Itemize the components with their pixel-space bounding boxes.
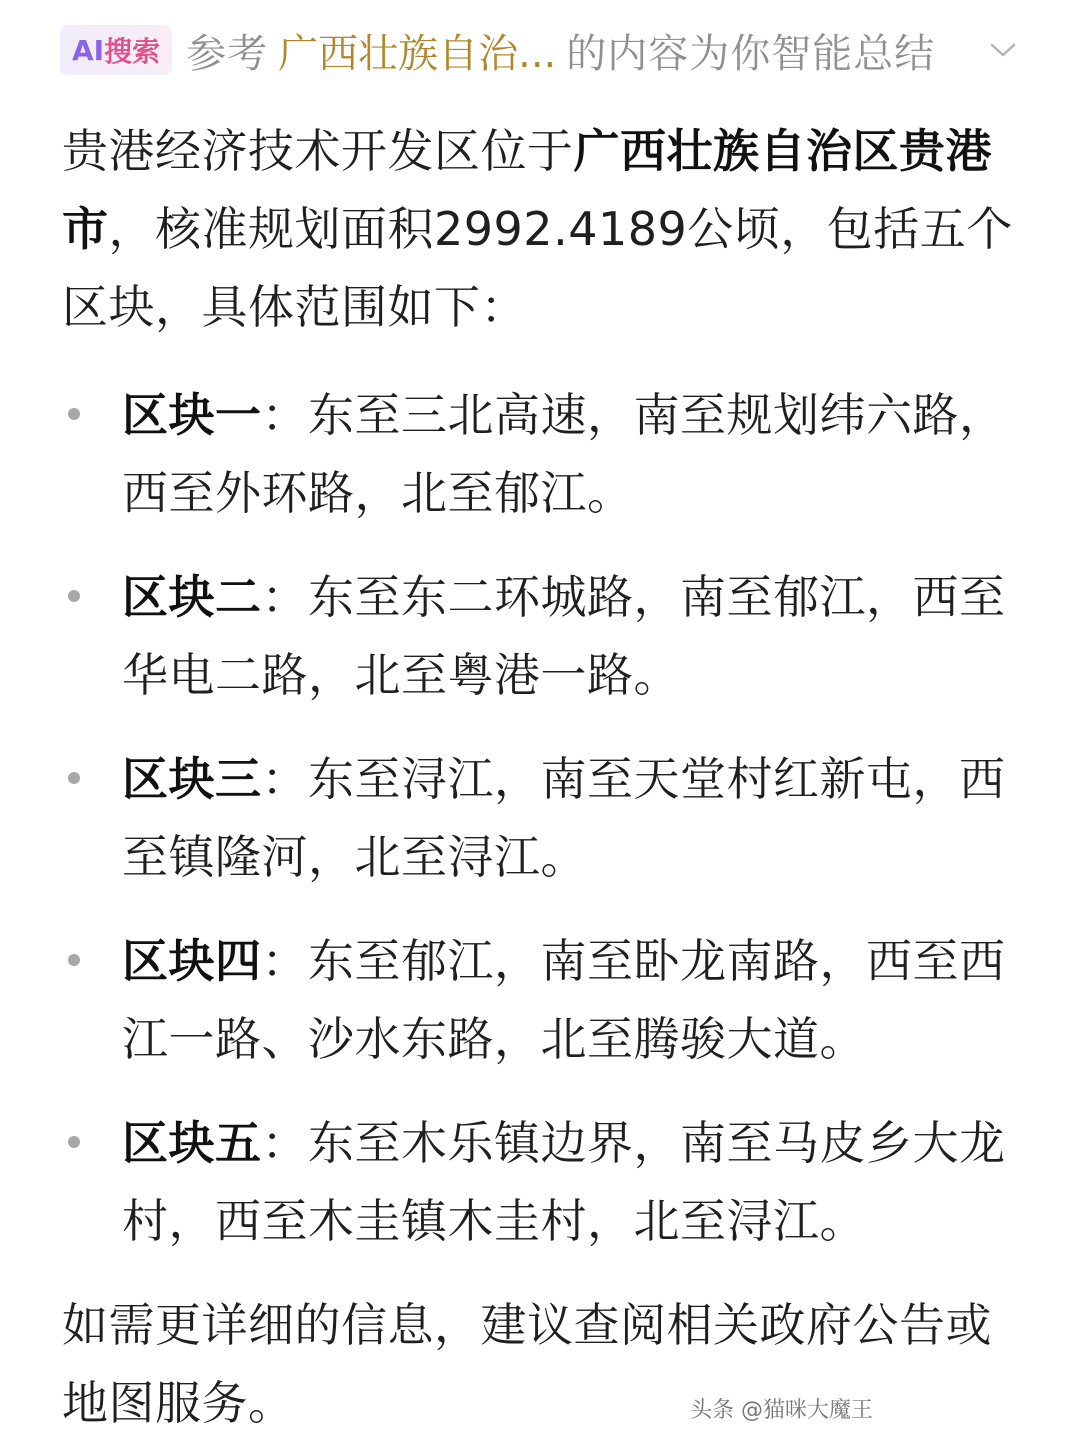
bullet-dot — [68, 772, 80, 784]
header-source-link[interactable]: 广西壮族自治... — [278, 30, 557, 77]
watermark: 头条 @猫咪大魔王 — [690, 1398, 873, 1423]
ai-badge-search: 搜索 — [104, 35, 161, 68]
header-prefix: 参考 — [186, 30, 269, 77]
block-name: 区块五 — [122, 1116, 262, 1170]
list-item-block-2 — [62, 558, 1027, 714]
block-list — [62, 376, 1027, 1260]
block-text: ：东至东二环城路，南至郁江，西至华电二路，北至粤港一路。 — [122, 570, 1006, 702]
intro-paragraph — [62, 112, 1027, 346]
summary-content — [62, 112, 1027, 1442]
intro-rest: ，核准规划面积2992.4189公顷，包括五个区块，具体范围如下： — [62, 202, 1013, 334]
block-text: ：东至浔江，南至天堂村红新屯，西至镇隆河，北至浔江。 — [122, 752, 1006, 884]
block-text: ：东至郁江，南至卧龙南路，西至西江一路、沙水东路，北至腾骏大道。 — [122, 934, 1006, 1066]
list-item-block-3 — [62, 740, 1027, 896]
outro-paragraph: 如需更详细的信息，建议查阅相关政府公告或地图服务。 — [62, 1298, 992, 1430]
block-text: ：东至三北高速，南至规划纬六路，西至外环路，北至郁江。 — [122, 388, 1006, 520]
list-item-block-4 — [62, 922, 1027, 1078]
bullet-dot — [68, 590, 80, 602]
block-name: 区块四 — [122, 934, 262, 988]
bullet-dot — [68, 1136, 80, 1148]
block-name: 区块三 — [122, 752, 262, 806]
block-name: 区块一 — [122, 388, 262, 442]
header-suffix: 的内容为你智能总结 — [566, 30, 936, 77]
chevron-down-icon[interactable] — [986, 33, 1020, 67]
block-name: 区块二 — [122, 570, 262, 624]
ai-summary-header[interactable] — [60, 24, 1020, 76]
bullet-dot — [68, 954, 80, 966]
block-text: ：东至木乐镇边界，南至马皮乡大龙村，西至木圭镇木圭村，北至浔江。 — [122, 1116, 1006, 1248]
list-item-block-1 — [62, 376, 1027, 532]
ai-badge-ai: AI — [72, 33, 105, 67]
list-item-block-5 — [62, 1104, 1027, 1260]
intro-lead: 贵港经济技术开发区位于 — [62, 124, 574, 178]
intro-location: 广西壮族自治区贵港市 — [62, 124, 992, 256]
bullet-dot — [68, 408, 80, 420]
ai-search-badge — [60, 25, 172, 75]
